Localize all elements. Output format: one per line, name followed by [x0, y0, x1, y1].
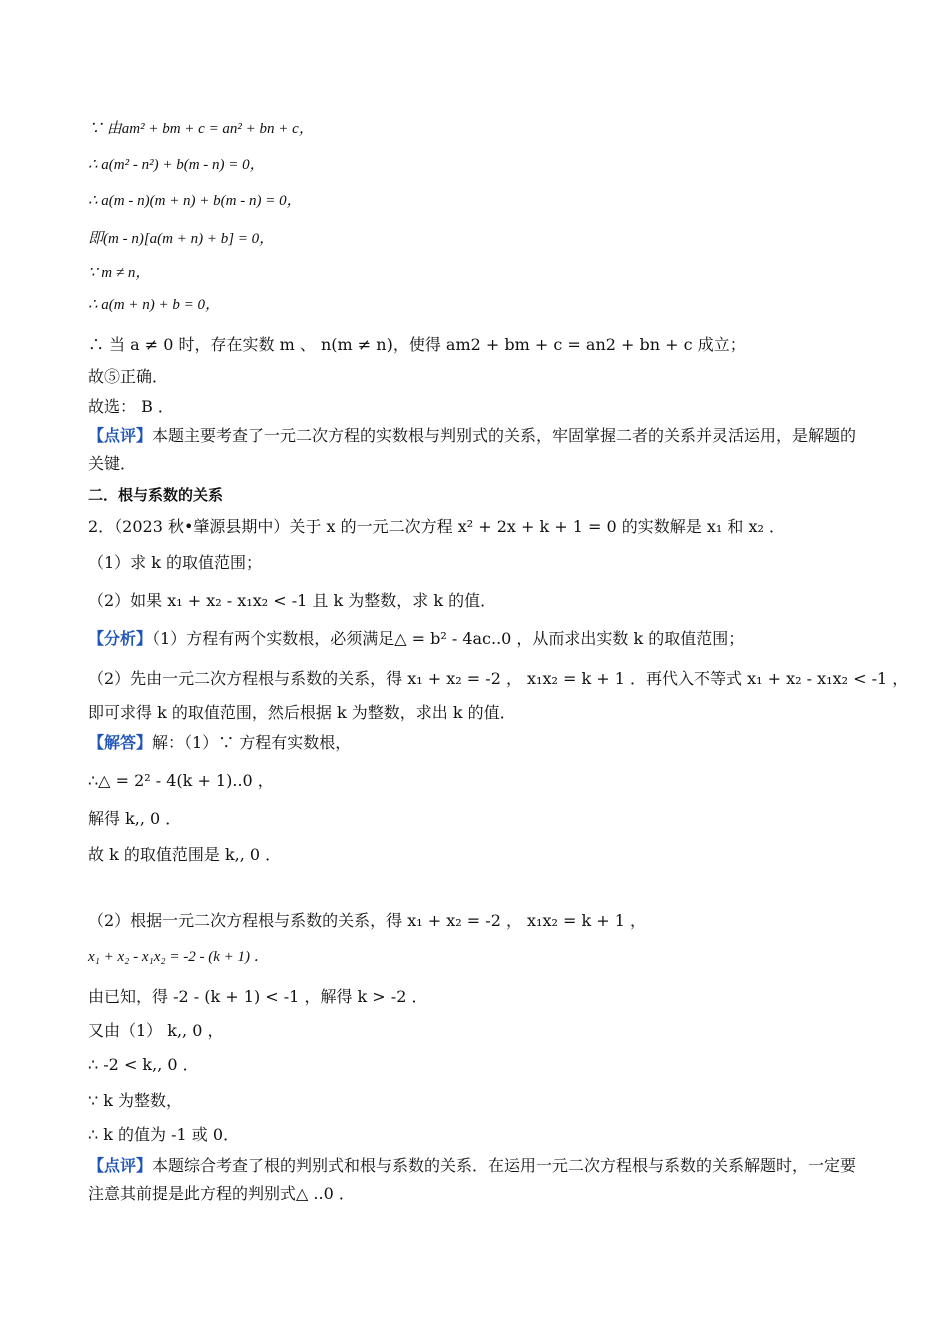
answer-line-1 — [88, 732, 868, 754]
problem-stem: 2．（2023 秋•肇源县期中）关于 x 的一元二次方程 x² + 2x + k + 1 = 0 的实数解是 x₁ 和 x₂ ． — [88, 517, 786, 536]
correct-line: 故⑤正确． — [88, 367, 169, 386]
eq-line-1: ∵ 由am² + bm + c = an² + bn + c， — [88, 121, 314, 137]
section-heading: 二．根与系数的关系 — [88, 486, 224, 504]
answer-line-11: ∴ k 的值为 -1 或 0． — [88, 1125, 240, 1144]
answer-text-1: 解：（1）∵ 方程有实数根， — [152, 733, 352, 752]
answer-line-2: ∴△ = 2² - 4(k + 1)..0 ， — [88, 771, 274, 790]
analysis-line-3: 即可求得 k 的取值范围，然后根据 k 为整数，求出 k 的值． — [88, 703, 516, 722]
answer-line-4: 故 k 的取值范围是 k,, 0 ． — [88, 845, 282, 864]
answer-line-5: （2）根据一元二次方程根与系数的关系，得 x₁ + x₂ = -2 ， x₁x₂ = k + 1 ， — [88, 911, 647, 930]
answer-tag: 【解答】 — [88, 733, 153, 752]
eq-line-2: ∴ a(m² - n²) + b(m - n) = 0， — [88, 157, 265, 173]
review-tag: 【点评】 — [88, 426, 153, 445]
conclusion-line: ∴ 当 a ≠ 0 时，存在实数 m 、 n(m ≠ n)，使得 am2 + bm + c = an2 + bn + c 成立； — [88, 335, 746, 354]
review-text-2: 本题综合考查了根的判别式和根与系数的关系．在运用一元二次方程根与系数的关系解题时，一定要注意其前提是此方程的判别式△ ..0 ． — [88, 1156, 857, 1203]
answer-line-9: ∴ -2 < k,, 0 ． — [88, 1055, 199, 1074]
eq-line-4: 即(m - n)[a(m + n) + b] = 0， — [88, 231, 275, 247]
analysis-line-1 — [88, 628, 868, 650]
eq-line-5: ∵ m ≠ n， — [88, 265, 151, 281]
answer-line-6: x₁ + x₂ - x₁x₂ = -2 - (k + 1) ． — [88, 949, 269, 965]
answer-line-8: 又由（1） k,, 0 ， — [88, 1021, 224, 1040]
eq-line-3: ∴ a(m - n)(m + n) + b(m - n) = 0， — [88, 193, 302, 209]
review-paragraph-1 — [88, 422, 868, 478]
eq-line-6: ∴ a(m + n) + b = 0， — [88, 297, 220, 313]
choice-line: 故选： B ． — [88, 397, 174, 416]
review-paragraph-2 — [88, 1152, 868, 1208]
answer-line-10: ∵ k 为整数， — [88, 1091, 183, 1110]
answer-line-3: 解得 k,, 0 ． — [88, 809, 182, 828]
question-2: （2）如果 x₁ + x₂ - x₁x₂ < -1 且 k 为整数，求 k 的值． — [88, 591, 497, 610]
answer-line-7: 由已知，得 -2 - (k + 1) < -1 ，解得 k > -2 ． — [88, 987, 428, 1006]
question-1: （1）求 k 的取值范围； — [88, 553, 263, 572]
analysis-line-2: （2）先由一元二次方程根与系数的关系，得 x₁ + x₂ = -2 ， x₁x₂ = k + 1 ．再代入不等式 x₁ + x₂ - x₁x₂ < -1 ， — [88, 669, 909, 688]
analysis-text-1: （1）方程有两个实数根，必须满足△ = b² - 4ac..0 ，从而求出实数 k 的取值范围； — [152, 629, 745, 648]
analysis-tag: 【分析】 — [88, 629, 153, 648]
review-text: 本题主要考查了一元二次方程的实数根与判别式的关系，牢固掌握二者的关系并灵活运用，是解题的关键． — [88, 426, 857, 473]
review-tag-2: 【点评】 — [88, 1156, 153, 1175]
